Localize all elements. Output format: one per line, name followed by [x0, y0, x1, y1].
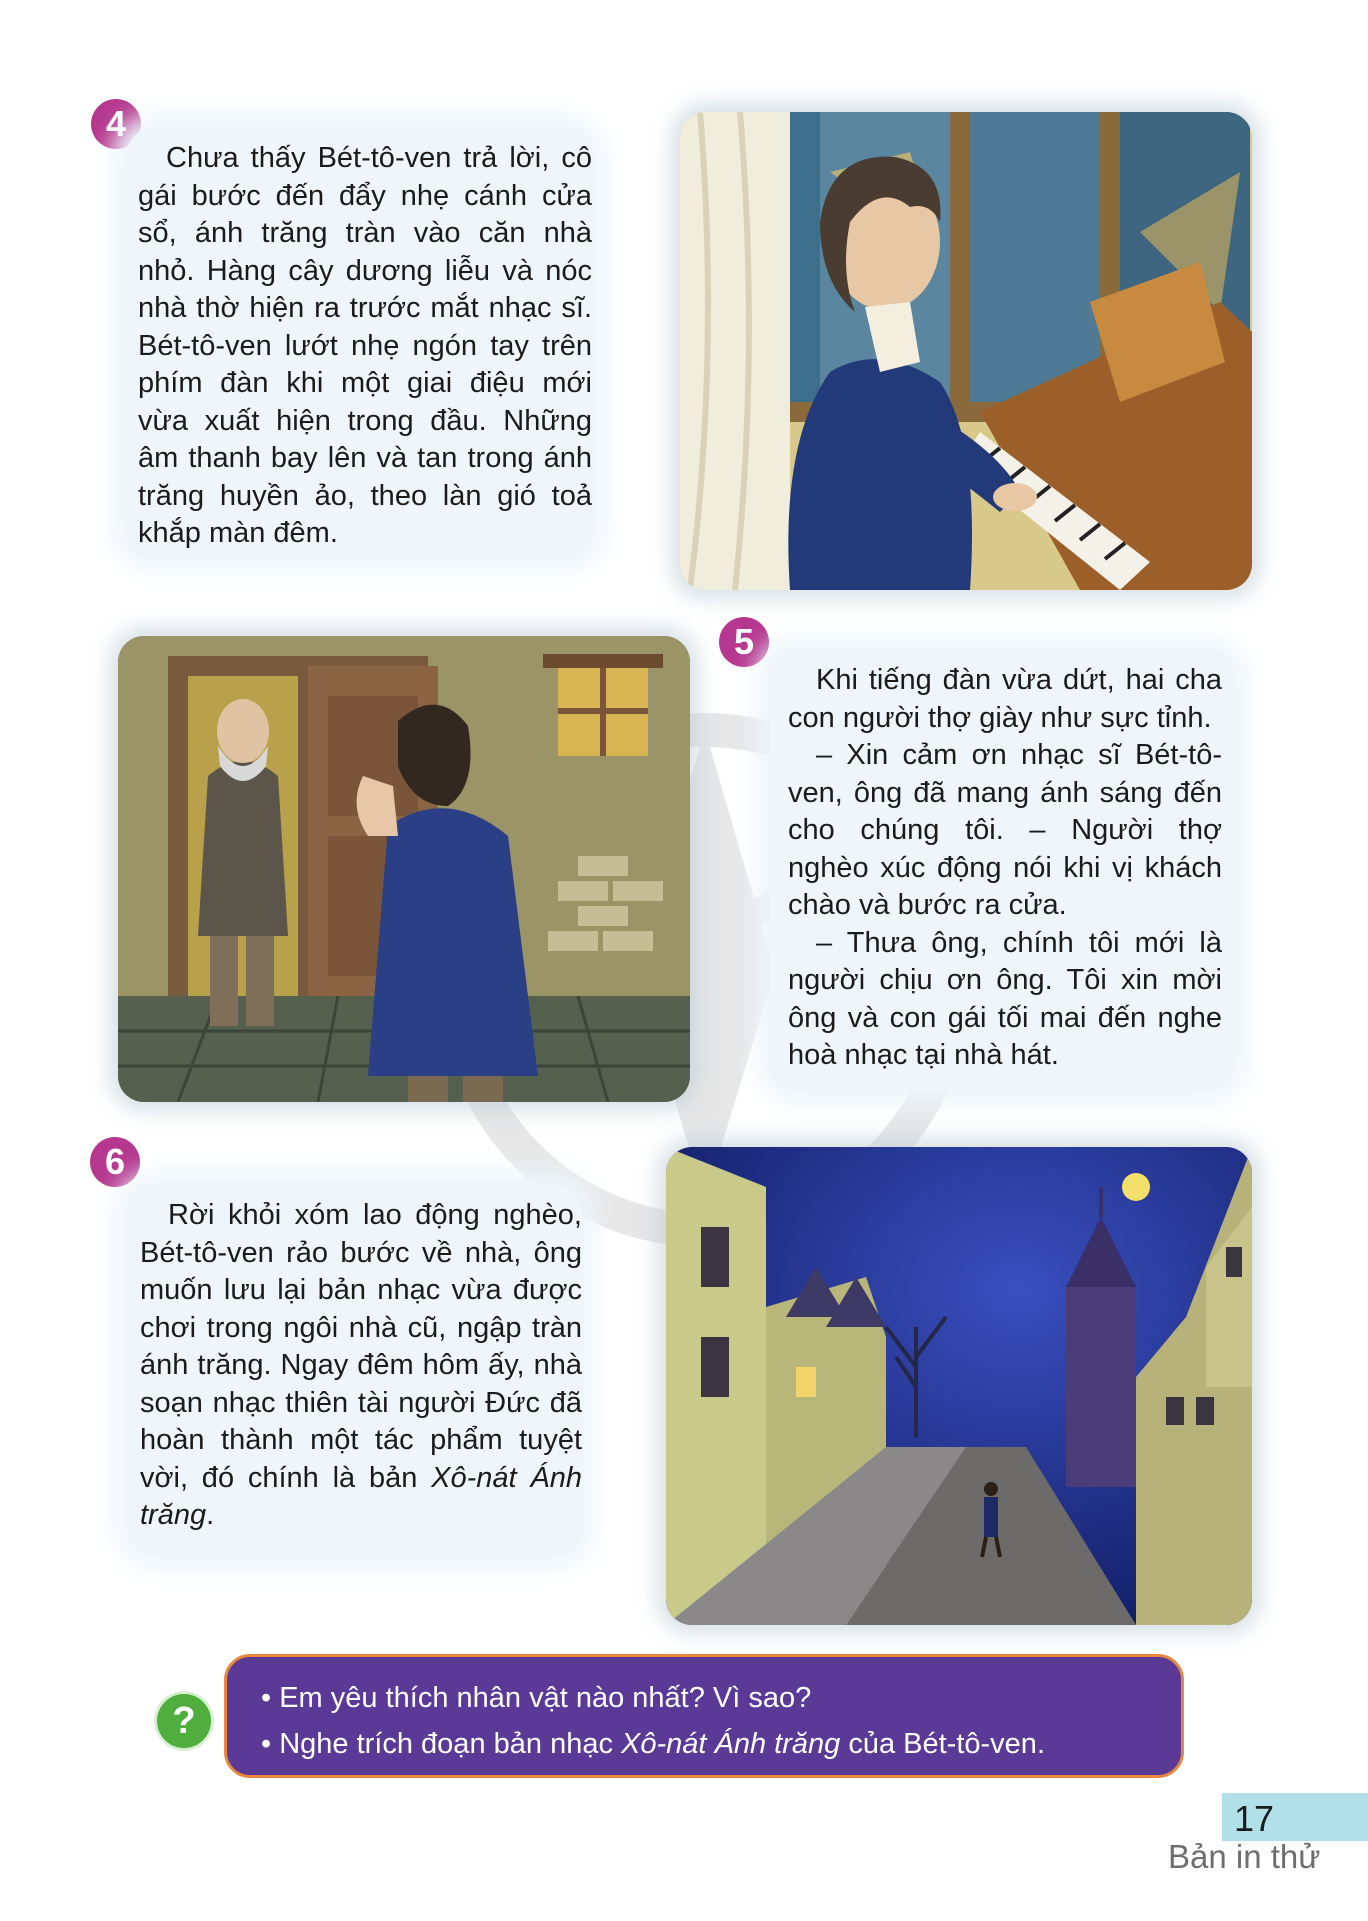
story-paragraph: [140, 1197, 582, 1535]
story-title-italic: Xô-nát Ánh trăng: [140, 1461, 582, 1531]
story-paragraph: – Thưa ông, chính tôi mới là người chịu ơn ông. Tôi xin mời ông và con gái tối mai đến nghe hoà nhạc tại nhà hát.: [788, 926, 1222, 1071]
story-panel-5: [770, 650, 1234, 1090]
question-line-2: [261, 1721, 1181, 1767]
story-text: .: [206, 1499, 215, 1531]
question-text: • Nghe trích đoạn bản nhạc: [261, 1728, 622, 1760]
question-text: của Bét-tô-ven.: [840, 1728, 1045, 1760]
section-number-badge: 6: [90, 1137, 140, 1187]
story-panel-6: [128, 1185, 582, 1555]
illustration-night-street: [666, 1147, 1252, 1625]
illustration-beethoven-leaving: [118, 636, 690, 1102]
story-text: Rời khỏi xóm lao động nghèo, Bét-tô-ven rảo bước về nhà, ông muốn lưu lại bản nhạc vừa được chơi trong ngôi nhà cũ, ngập tràn ánh trăng. Ngay đêm hôm ấy, nhà soạn nhạc thiên tài người Đức đã hoàn thành một tác phẩm tuyệt vời, đó chính là bản: [140, 1199, 582, 1494]
story-paragraph: Chưa thấy Bét-tô-ven trả lời, cô gái bước đến đẩy nhẹ cánh cửa sổ, ánh trăng tràn vào căn nhà nhỏ. Hàng cây dương liễu và nóc nhà thờ hiện ra trước mắt nhạc sĩ. Bét-tô-ven lướt nhẹ ngón tay trên phím đàn khi một giai điệu mới vừa xuất hiện trong đầu. Những âm thanh bay lên và tan trong ánh trăng huyền ảo, theo làn gió toả khắp màn đêm.: [138, 142, 592, 549]
question-box: [224, 1654, 1184, 1778]
page-number: 17: [1234, 1798, 1275, 1839]
story-paragraph: Khi tiếng đàn vừa dứt, hai cha con người thợ giày như sực tỉnh.: [788, 664, 1222, 734]
question-icon: ?: [157, 1694, 211, 1748]
section-number-badge: 4: [91, 99, 141, 149]
illustration-beethoven-piano: [680, 112, 1252, 590]
section-number-badge: 5: [719, 617, 769, 667]
story-panel-4: [126, 128, 592, 558]
draft-label: Bản in thử: [1168, 1838, 1321, 1875]
story-paragraph: – Xin cảm ơn nhạc sĩ Bét-tô-ven, ông đã mang ánh sáng đến cho chúng tôi. – Người thợ nghèo xúc động nói khi vị khách chào và bước ra cửa.: [788, 739, 1222, 921]
question-title-italic: Xô-nát Ánh trăng: [621, 1728, 841, 1760]
question-line-1: • Em yêu thích nhân vật nào nhất? Vì sao?: [261, 1682, 812, 1714]
